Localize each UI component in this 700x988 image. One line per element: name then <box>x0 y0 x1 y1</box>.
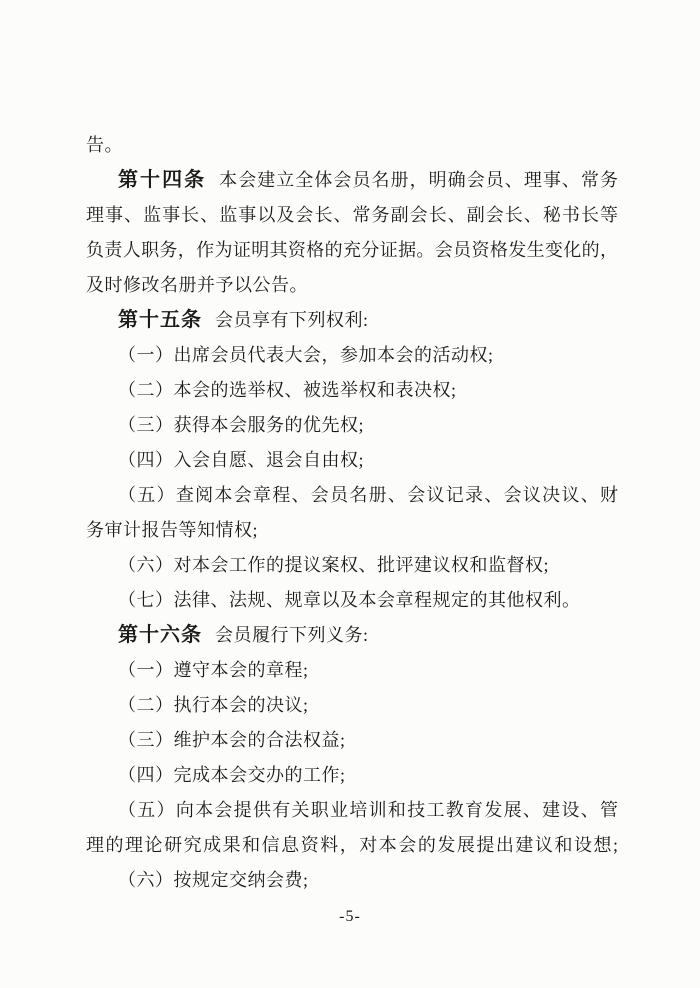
doc-line <box>86 338 618 373</box>
line-text: 及时修改名册并予以公告。 <box>86 275 308 295</box>
doc-line <box>86 443 618 478</box>
doc-line <box>86 863 618 898</box>
line-text: （二）执行本会的决议; <box>118 695 309 715</box>
article-number: 第十四条 <box>118 169 207 191</box>
doc-line <box>86 618 618 653</box>
line-text: 务审计报告等知情权; <box>86 520 259 540</box>
line-text: （四）入会自愿、退会自由权; <box>118 450 364 470</box>
doc-line <box>86 373 618 408</box>
line-text: 会员享有下列权利: <box>215 310 369 330</box>
line-text: （四）完成本会交办的工作; <box>118 765 346 785</box>
line-text: （六）按规定交纳会费; <box>118 870 309 890</box>
doc-line <box>86 758 618 793</box>
doc-line <box>86 478 618 513</box>
doc-line <box>86 163 618 198</box>
line-text: 理事、监事长、监事以及会长、常务副会长、副会长、秘书长等 <box>86 205 618 225</box>
line-text: （一）出席会员代表大会，参加本会的活动权; <box>118 345 494 365</box>
doc-line <box>86 793 618 828</box>
article-number: 第十六条 <box>118 624 202 646</box>
doc-line <box>86 653 618 688</box>
article-number: 第十五条 <box>118 309 202 331</box>
doc-line <box>86 268 618 303</box>
doc-line <box>86 233 618 268</box>
doc-line <box>86 688 618 723</box>
doc-line <box>86 408 618 443</box>
line-text: （五）查阅本会章程、会员名册、会议记录、会议决议、财 <box>118 485 618 505</box>
doc-line <box>86 723 618 758</box>
doc-line <box>86 548 618 583</box>
line-text: （一）遵守本会的章程; <box>118 660 309 680</box>
line-text: （五）向本会提供有关职业培训和技工教育发展、建设、管 <box>118 800 618 820</box>
doc-line <box>86 513 618 548</box>
line-text: 本会建立全体会员名册，明确会员、理事、常务 <box>219 170 619 190</box>
line-text: 会员履行下列义务: <box>215 625 369 645</box>
doc-line <box>86 303 618 338</box>
line-text: 理的理论研究成果和信息资料，对本会的发展提出建议和设想; <box>86 835 618 855</box>
line-text: （三）获得本会服务的优先权; <box>118 415 364 435</box>
doc-line <box>86 583 618 618</box>
doc-line <box>86 828 618 863</box>
document-body <box>86 128 618 898</box>
line-text: 告。 <box>86 135 123 155</box>
line-text: 负责人职务，作为证明其资格的充分证据。会员资格发生变化的， <box>86 240 618 260</box>
doc-line <box>86 198 618 233</box>
line-text: （二）本会的选举权、被选举权和表决权; <box>118 380 457 400</box>
line-text: （六）对本会工作的提议案权、批评建议权和监督权; <box>118 555 549 575</box>
page-number: -5- <box>339 908 361 925</box>
line-text: （七）法律、法规、规章以及本会章程规定的其他权利。 <box>118 590 581 610</box>
doc-line <box>86 128 618 163</box>
line-text: （三）维护本会的合法权益; <box>118 730 346 750</box>
